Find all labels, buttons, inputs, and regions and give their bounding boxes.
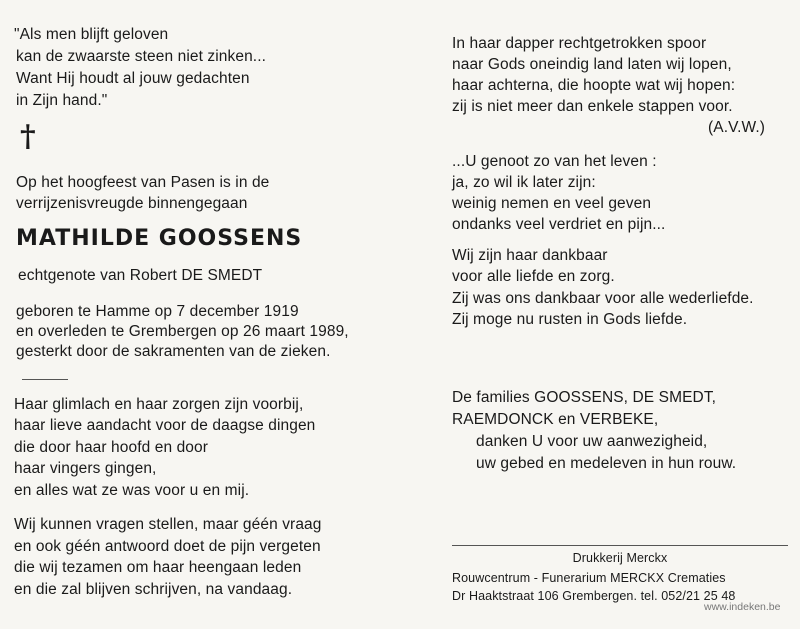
poem-top-line: kan de zwaarste steen niet zinken... xyxy=(16,48,267,65)
poem-right-line: Zij was ons dankbaar voor alle wederliefde. xyxy=(452,290,754,307)
poem-left-line: Wij kunnen vragen stellen, maar géén vraag xyxy=(14,516,322,533)
thanks-line: De families GOOSSENS, DE SMEDT, xyxy=(452,389,717,406)
poem-left-line: en die zal blijven schrijven, na vandaag. xyxy=(14,581,293,598)
intro-line: Op het hoogfeest van Pasen is in de xyxy=(16,174,270,191)
printer-line: Rouwcentrum - Funerarium MERCKX Crematies xyxy=(452,571,726,585)
poem-right-line: ondanks veel verdriet en pijn... xyxy=(452,216,666,233)
thanks-line: danken U voor uw aanwezigheid, xyxy=(476,433,708,450)
cross-icon: † xyxy=(20,119,36,154)
poem-left-line: haar vingers gingen, xyxy=(14,460,157,477)
poem-left-line: die door haar hoofd en door xyxy=(14,439,209,456)
life-line: gesterkt door de sakramenten van de zieken. xyxy=(16,343,331,360)
deceased-name: MATHILDE GOOSSENS xyxy=(16,226,303,251)
poem-left-line: en alles wat ze was voor u en mij. xyxy=(14,482,250,499)
printer-line: Drukkerij Merckx xyxy=(572,551,668,565)
thanks-line: uw gebed en medeleven in hun rouw. xyxy=(476,455,737,472)
poem-right-line: weinig nemen en veel geven xyxy=(452,195,652,212)
poem-right-line: ...U genoot zo van het leven : xyxy=(452,153,657,170)
life-line: en overleden te Grembergen op 26 maart 1989, xyxy=(16,323,349,340)
poem-top-line: "Als men blijft geloven xyxy=(14,26,169,43)
intro-line: verrijzenisvreugde binnengegaan xyxy=(16,195,248,212)
poem-right-line: voor alle liefde en zorg. xyxy=(452,268,615,285)
poem-right-line: ja, zo wil ik later zijn: xyxy=(452,174,596,191)
poem-right-line: Zij moge nu rusten in Gods liefde. xyxy=(452,311,688,328)
spouse-line: echtgenote van Robert DE SMEDT xyxy=(18,267,263,284)
poem-author: (A.V.W.) xyxy=(708,119,766,136)
poem-left-line: die wij tezamen om haar heengaan leden xyxy=(14,559,302,576)
poem-right-line: haar achterna, die hoopte wat wij hopen: xyxy=(452,77,736,94)
poem-left-line: Haar glimlach en haar zorgen zijn voorbij, xyxy=(14,396,304,413)
thanks-line: RAEMDONCK en VERBEKE, xyxy=(452,411,659,428)
printer-line: Dr Haaktstraat 106 Grembergen. tel. 052/21 25 48 xyxy=(452,589,736,603)
poem-right-line: zij is niet meer dan enkele stappen voor. xyxy=(452,98,733,115)
poem-top-line: in Zijn hand." xyxy=(16,92,108,109)
poem-right-line: naar Gods oneindig land laten wij lopen, xyxy=(452,56,732,73)
poem-left-line: en ook géén antwoord doet de pijn vergeten xyxy=(14,538,321,555)
life-line: geboren te Hamme op 7 december 1919 xyxy=(16,303,299,320)
divider xyxy=(452,545,788,546)
poem-top-line: Want Hij houdt al jouw gedachten xyxy=(16,70,250,87)
poem-right-line: Wij zijn haar dankbaar xyxy=(452,247,608,264)
divider xyxy=(22,379,68,380)
poem-left-line: haar lieve aandacht voor de daagse dingen xyxy=(14,417,316,434)
watermark: www.indeken.be xyxy=(704,601,781,613)
poem-right-line: In haar dapper rechtgetrokken spoor xyxy=(452,35,707,52)
